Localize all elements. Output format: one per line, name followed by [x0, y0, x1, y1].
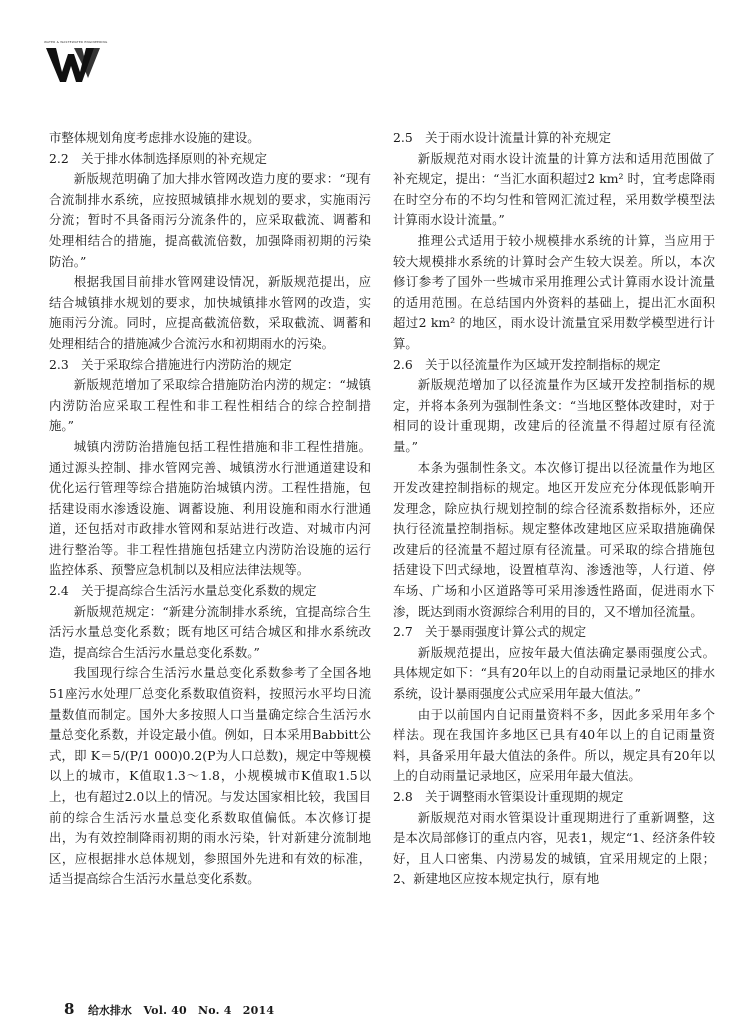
body-paragraph: 新版规范增加了以径流量作为区域开发控制指标的规定，并将本条列为强制性条文：“当地区整体改建时，对于相同的设计重现期，改建后的径流量不得超过原有径流量。” [393, 377, 715, 454]
section-heading: 2.3 关于采取综合措施进行内涝防治的规定 [49, 356, 292, 372]
body-paragraph: 城镇内涝防治措施包括工程性措施和非工程性措施。通过源头控制、排水管网完善、城镇涝水行泄通道建设和优化运行管理等综合措施防治城镇内涝。工程性措施，包括建设雨水渗透设施、调蓄设施、利用设施和雨水行泄通道，还包括对市政排水管网和泵站进行改造、对城市内河进行整治等。非工程性措施包括建立内涝防治设施的运行监控体系、预警应急机制以及相应法律法规等。 [49, 438, 371, 578]
section-heading: 2.4 关于提高综合生活污水量总变化系数的规定 [49, 583, 317, 599]
left-column [49, 128, 371, 890]
ww-logo-icon [44, 38, 106, 84]
body-paragraph: 新版规范提出，应按年最大值法确定暴雨强度公式。具体规定如下：“具有20年以上的自动雨量记录地区的排水系统，设计暴雨强度公式应采用年最大值法。” [393, 644, 715, 702]
section-heading: 2.5 关于雨水设计流量计算的补充规定 [393, 130, 611, 145]
journal-name: 给水排水 [87, 1004, 132, 1017]
body-paragraph: 市整体规划角度考虑排水设施的建设。 [49, 130, 260, 145]
page-number: 8 [64, 1000, 75, 1018]
page-footer [64, 1000, 274, 1018]
section-heading: 2.8 关于调整雨水管渠设计重现期的规定 [393, 789, 624, 804]
section-heading: 2.6 关于以径流量作为区域开发控制指标的规定 [393, 356, 661, 372]
right-column [393, 128, 715, 890]
journal-logo [44, 38, 106, 84]
section-heading: 2.2 关于排水体制选择原则的补充规定 [49, 150, 267, 166]
volume-issue: Vol. 40 No. 4 2014 [143, 1004, 275, 1017]
body-paragraph: 新版规范对雨水管渠设计重现期进行了重新调整，这是本次局部修订的重点内容，见表1，规定“1、经济条件较好，且人口密集、内涝易发的城镇，宜采用规定的上限；2、新建地区应按本规定执行，原有地 [393, 809, 715, 887]
body-paragraph: 根据我国目前排水管网建设情况，新版规范提出，应结合城镇排水规划的要求，加快城镇排水管网的改造，实施雨污分流。同时，应提高截流倍数，采取截流、调蓄和处理相结合的措施减少合流污水和初期雨水的污染。 [49, 274, 371, 351]
body-paragraph: 由于以前国内自记雨量资料不多，因此多采用年多个样法。现在我国许多地区已具有40年以上的自记雨量资料，具备采用年最大值法的条件。所以，规定具有20年以上的自动雨量记录地区，应采用年最大值法。 [393, 706, 715, 784]
body-paragraph: 新版规范对雨水设计流量的计算方法和适用范围做了补充规定，提出：“当汇水面积超过2 km² 时，宜考虑降雨在时空分布的不均匀性和管网汇流过程，采用数学模型法计算雨水设计流量。” [393, 150, 715, 228]
body-paragraph: 推理公式适用于较小规模排水系统的计算，当应用于较大规模排水系统的计算时会产生较大误差。所以，本次修订参考了国外一些城市采用推理公式计算雨水设计流量的适用范围。在总结国内外资料的基础上，提出汇水面积超过2 km² 的地区，雨水设计流量宜采用数学模型进行计算。 [393, 232, 715, 351]
section-heading: 2.7 关于暴雨强度计算公式的规定 [393, 624, 587, 640]
body-paragraph: 新版规范增加了采取综合措施防治内涝的规定：“城镇内涝防治应采取工程性和非工程性相结合的综合控制措施。” [49, 377, 371, 434]
body-paragraph: 本条为强制性条文。本次修订提出以径流量作为地区开发改建控制指标的规定。地区开发应充分体现低影响开发理念，除应执行规划控制的综合径流系数指标外，还应执行径流量控制指标。规定整体改建地区应采取措施确保改建后的径流量不超过原有径流量。可采取的综合措施包括建设下凹式绿地，设置植草沟、渗透池等，人行道、停车场、广场和小区道路等可采用渗透性路面，促进雨水下渗，既达到雨水资源综合利用的目的，又不增加径流量。 [393, 459, 715, 619]
body-paragraph: 新版规范规定：“新建分流制排水系统，宜提高综合生活污水量总变化系数；既有地区可结合城区和排水系统改造，提高综合生活污水量总变化系数。” [49, 603, 371, 660]
body-paragraph: 新版规范明确了加大排水管网改造力度的要求：“现有合流制排水系统，应按照城镇排水规划的要求，实施雨污分流；暂时不具备雨污分流条件的，应采取截流、调蓄和处理相结合的措施，提高截流倍数，加强降雨初期的污染防治。” [49, 171, 371, 269]
logo-tagline: WATER & WASTEWATER ENGINEERING [44, 40, 108, 44]
body-paragraph: 我国现行综合生活污水量总变化系数参考了全国各地51座污水处理厂总变化系数取值资料，按照污水平均日流量数值而制定。国外大多按照人口当量确定综合生活污水量总变化系数，并设定最小值。例如，日本采用Babbitt公式，即 K＝5/(P/1 000)0.2(P为人口总数)，规定中等规模以上的城市，K值取1.3～1.8，小规模城市K值取1.5以上，也有超过2.0以上的情况。与发达国家相比较，我国目前的综合生活污水量总变化系数取值偏低。本次修订提出，为有效控制降雨初期的雨水污染，针对新建分流制地区，应根据排水总体规划，参照国外先进和有效的标准，适当提高综合生活污水量总变化系数。 [49, 665, 371, 887]
